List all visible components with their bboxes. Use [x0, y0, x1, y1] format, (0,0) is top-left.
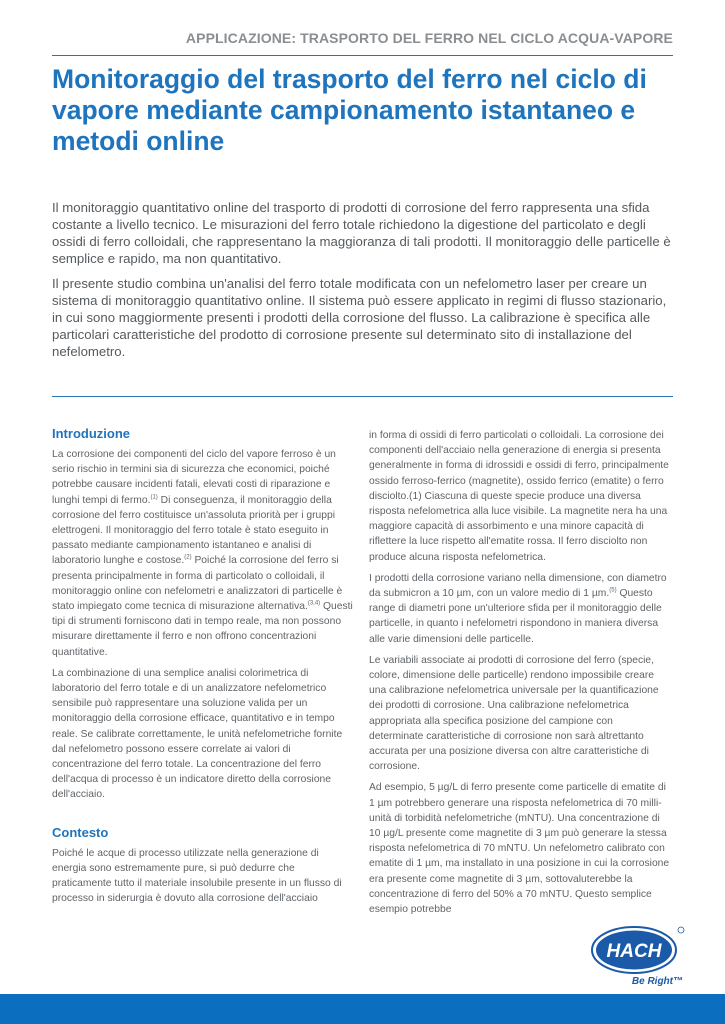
logo-text: HACH — [606, 941, 662, 962]
contesto-paragraph-1: Poiché le acque di processo utilizzate nella generazione di energia sono estremamente pure, si può dedurre che praticamente tutto il materiale insolubile presente in un flusso di processo in siderurgia è dovuto alla corrosione dell'acciaio — [52, 847, 342, 905]
reference-5: (5) — [609, 587, 617, 594]
heading-introduzione: Introduzione — [52, 426, 130, 441]
heading-contesto: Contesto — [52, 824, 109, 840]
reference-3-4: (3,4) — [307, 600, 321, 607]
footer-bar — [0, 994, 725, 1024]
right-paragraph-1: in forma di ossidi di ferro particolati o colloidali. La corrosione dei componenti dell'acciaio nella generazione di energia si presenta generalmente in forma di idrossidi e ossidi di ferro, principalmente ossido ferroso-ferrico (magnetite), ossido ferrico (ematite) o ferro disciolto.(1) Ciascuna di queste specie produce una diversa risposta nefelometrica alla luce visibile. La magnetite nera ha una maggiore capacità di assorbimento e una minore capacità di riflettere la luce rispetto all'ematite rossa. Il ferro disciolto non produce alcuna risposta nefelometrica. — [369, 430, 669, 563]
section-divider — [52, 396, 673, 397]
tagline: Be Right™ — [631, 976, 683, 987]
page-title: Monitoraggio del trasporto del ferro nel ciclo di vapore mediante campionamento istantaneo e metodi online — [52, 64, 647, 156]
right-paragraph-4: Ad esempio, 5 µg/L di ferro presente come particelle di ematite di 1 µm potrebbero generare una risposta nefelometrica di 70 milli-unità di torbidità nefelometriche (mNTU). Una concentrazione di 10 µg/L presente come magnetite di 3 µm può generare la stessa risposta nefelometrica di 70 mNTU. Un nefelometro calibrato con ematite di 1 µm, ma installato in una posizione in cui la corrosione era presente come magnetite di 3 µm, sottovaluterebbe la concentrazione di ferro del 50% a 70 mNTU. Questo semplice esempio potrebbe — [369, 782, 670, 916]
introduzione-paragraph-1: La corrosione dei componenti del ciclo del vapore ferroso è un serio rischio in termini sia di sicurezza che economici, poiché potrebbe causare incidenti fatali, elevati costi di riparazione e lunghi tempi di fermo.$^{(1)}$ Di conseguenza, il monitoraggio della corrosione del ferro costituisce un'assoluta priorità per i gruppi elettrogeni. Il monitoraggio del ferro totale è stato eseguito in passato mediante campionamento istantaneo e analisi di laboratorio lunghe e costose.$^{(2)}$ Poiché la corrosione del ferro si presenta principalmente in forma di particolato o colloidali, il monitoraggio online con nefelometri e analizzatori di particelle è stato impiegato come tecnica di misurazione alternativa.$^{(3,4)}$ Questi tipi di strumenti forniscono dati in tempo reale, ma non possono misurare direttamente il ferro e non offrono concentrazioni quantitative. — [52, 449, 353, 658]
intro-abstract — [52, 199, 674, 368]
hach-logo — [590, 924, 686, 981]
left-column — [52, 426, 353, 912]
right-column — [369, 428, 670, 923]
application-label: APPLICAZIONE: TRASPORTO DEL FERRO NEL CICLO ACQUA-VAPORE — [185, 30, 673, 46]
intro-paragraph-1: Il monitoraggio quantitativo online del trasporto di prodotti di corrosione del ferro rappresenta una sfida costante a livello tecnico. Le misurazioni del ferro totale richiedono la digestione del particolato e degli ossidi di ferro colloidali, che rappresentano la maggioranza di tali prodotti. Il monitoraggio delle particelle è semplice e rapido, ma non quantitativo. — [52, 200, 671, 266]
reference-2: (2) — [184, 555, 192, 561]
intro-paragraph-2: Il presente studio combina un'analisi del ferro totale modificata con un nefelometro laser per creare un sistema di monitoraggio quantitativo online. Il sistema può essere applicato in regimi di flusso stazionario, in cui sono maggiormente presenti i prodotti della corrosione del flusso. La calibrazione è specifica alle particolari caratteristiche del prodotto di corrosione presente sul determinato sito di installazione del nefelometro. — [52, 276, 667, 359]
header-divider — [52, 55, 673, 56]
reference-1: (1) — [150, 494, 158, 501]
right-paragraph-3: Le variabili associate ai prodotti di corrosione del ferro (specie, colore, dimensione delle particelle) rendono impossibile creare una calibrazione nefelometrica universale per la quantificazione dei prodotti di corrosione. Una calibrazione nefelometrica appropriata alla specifica posizione del campione con determinate caratteristiche di corrosione non sarà altrettanto accurata per una posizione diversa con altre caratteristiche di corrosione. — [369, 654, 659, 773]
introduzione-paragraph-2: La combinazione di una semplice analisi colorimetrica di laboratorio del ferro totale e di un analizzatore nefelometrico sensibile può rappresentare una soluzione valida per un monitoraggio della corrosione efficace, quantitativo e in tempo reale. Se calibrate correttamente, le unità nefelometriche fornite dal nefelometro possono essere correlate ai valori di concentrazione del ferro totale. La concentrazione del ferro dell'acqua di processo è un indicatore diretto della corrosione dell'acciaio. — [52, 667, 343, 801]
hach-logo-icon — [590, 924, 686, 976]
right-paragraph-2: I prodotti della corrosione variano nella dimensione, con diametro da submicron a 10 µm, con un valore medio di 1 µm.$^{(5)}$ Questo range di diametri pone un'ulteriore sfida per il monitoraggio delle particelle, in quanto i nefelometri rispondono in maniera diversa alle varie dimensioni delle particelle. — [369, 572, 667, 645]
